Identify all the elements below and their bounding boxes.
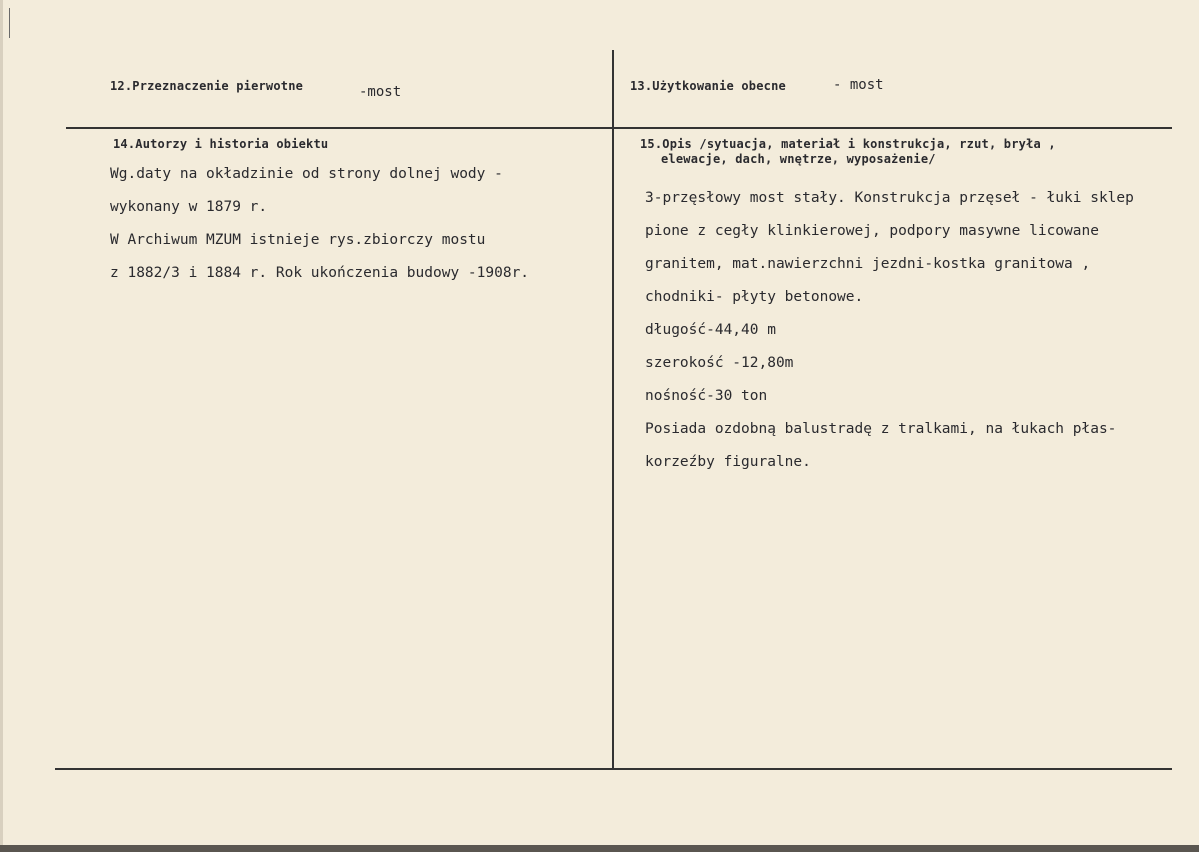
field-14-text <box>110 158 529 290</box>
field-14-line: W Archiwum MZUM istnieje rys.zbiorczy mostu <box>110 232 486 248</box>
field-13-label: 13.Użytkowanie obecne <box>630 79 786 93</box>
field-12-label: 12.Przeznaczenie pierwotne <box>110 79 304 93</box>
field-15-line: długość-44,40 m <box>645 322 776 338</box>
column-divider <box>612 50 614 770</box>
field-15-text <box>645 182 1134 479</box>
card-bottom-edge <box>0 845 1199 852</box>
field-15-line: korzeźby figuralne. <box>645 454 811 470</box>
field-15-label-line1: 15.Opis /sytuacja, materiał i konstrukcja, rzut, bryła , <box>640 137 1056 151</box>
field-15-line: chodniki- płyty betonowe. <box>645 289 864 305</box>
bottom-divider <box>55 768 1172 770</box>
field-14-line: wykonany w 1879 r. <box>110 199 268 215</box>
field-15-label-line2: elewacje, dach, wnętrze, wyposażenie/ <box>661 152 936 166</box>
field-14-label: 14.Autorzy i historia obiektu <box>113 137 329 151</box>
field-14-line: z 1882/3 i 1884 r. Rok ukończenia budowy -1908r. <box>110 265 530 281</box>
header-divider <box>66 127 1172 129</box>
field-15-line: pione z cegły klinkierowej, podpory masywne licowane <box>645 223 1099 239</box>
field-15-line: granitem, mat.nawierzchni jezdni-kostka granitowa , <box>645 256 1091 272</box>
edge-mark <box>9 8 10 38</box>
card-left-edge <box>0 0 3 852</box>
field-12-value: -most <box>359 84 402 100</box>
field-15-line: 3-przęsłowy most stały. Konstrukcja przęseł - łuki sklep <box>645 190 1134 206</box>
field-15-line: nośność-30 ton <box>645 388 768 404</box>
field-15-line: Posiada ozdobną balustradę z tralkami, na łukach płas- <box>645 421 1117 437</box>
field-15-line: szerokość -12,80m <box>645 355 794 371</box>
field-13-value: - most <box>833 77 884 93</box>
field-14-line: Wg.daty na okładzinie od strony dolnej wody - <box>110 166 503 182</box>
